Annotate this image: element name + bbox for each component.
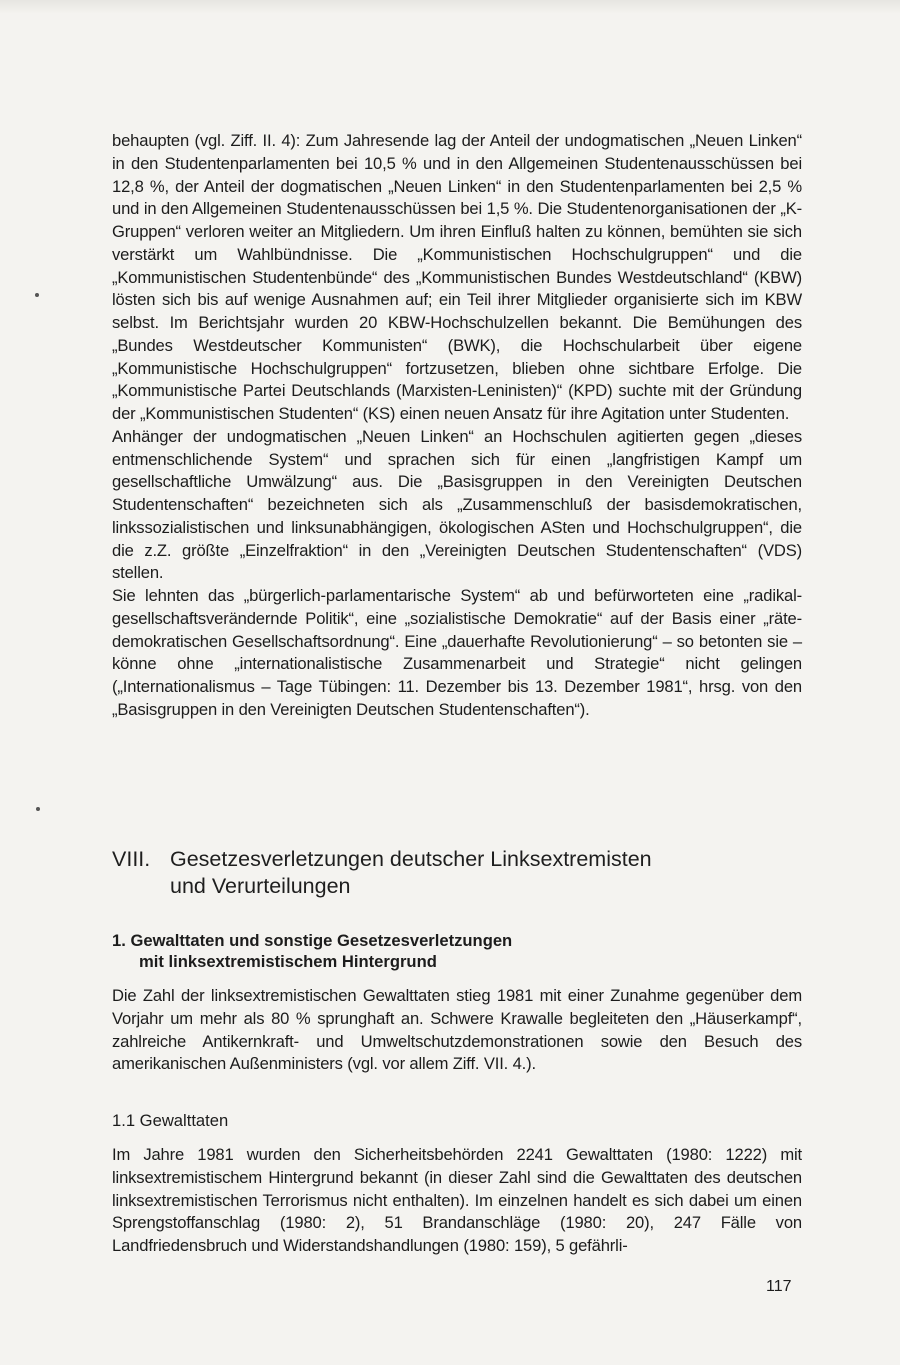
chapter-title-line-2: und Verurteilungen <box>170 874 351 898</box>
scan-speck <box>35 293 39 297</box>
chapter-title-line-1 <box>112 846 802 873</box>
page-number: 117 <box>766 1278 792 1295</box>
section-heading <box>112 930 802 972</box>
chapter-title-1: Gesetzesverletzungen deutscher Linksextremisten <box>170 847 652 871</box>
paragraph-violence-1981: Im Jahre 1981 wurden den Sicherheitsbehörden 2241 Gewalttaten (1980: 1222) mit linksextremistischem Hintergrund bekannt (in dieser Zahl sind die Gewalttaten des deutschen linksextremistischen Terrorismus nicht enthalten). Im einzelnen handelt es sich dabei um einen Sprengstoffanschlag (1980: 2), 51 Brandanschläge (1980: 20), 247 Fälle von Landfriedensbruch und Widerstandshandlungen (1980: 159), 5 gefährli- <box>112 1145 802 1255</box>
paragraph-basisgruppen: Sie lehnten das „bürgerlich-parlamentarische System“ ab und befürworteten eine „radikal-gesellschaftsverändernde Politik“, eine „sozialistische Demokratie“ auf der Basis einer „räte-demokratischen Gesellschaftsordnung“. Eine „dauerhafte Revolutionierung“ – so betonten sie – könne ohne „internationalistische Zusammenarbeit und Strategie“ nicht gelingen („Internationalismus – Tage Tübingen: 11. Dezember bis 13. Dezember 1981“, hrsg. von den „Basisgruppen in den Vereinigten Deutschen Studentenschaften“). <box>112 586 802 719</box>
continued-text-block <box>112 130 802 722</box>
paragraph-k-gruppen: behaupten (vgl. Ziff. II. 4): Zum Jahresende lag der Anteil der undogmatischen „Neuen Linken“ in den Studentenparlamenten bei 10,5 % und in den Allgemeinen Studentenausschüssen bei 12,8 %, der Anteil der dogmatischen „Neuen Linken“ in den Studentenparlamenten bei 2,5 % und in den Allgemeinen Studentenausschüssen bei 1,5 %. Die Studentenorganisationen der „K-Gruppen“ verloren weiter an Mitgliedern. Um ihren Einfluß halten zu können, bemühten sie sich verstärkt um Wahlbündnisse. Die „Kommunistischen Hochschulgruppen“ und die „Kommunistischen Studentenbünde“ des „Kommunistischen Bundes Westdeutschland“ (KBW) lösten sich bis auf wenige Ausnahmen auf; ein Teil ihrer Mitglieder organisierte sich im KBW selbst. Im Berichtsjahr wurden 20 KBW-Hochschulzellen bekannt. Die Bemühungen des „Bundes Westdeutscher Kommunisten“ (BWK), die Hochschularbeit über eigene „Kommunistische Hochschulgruppen“ fortzusetzen, blieben ohne sichtbare Erfolge. Die „Kommunistische Partei Deutschlands (Marxisten-Leninisten)“ (KPD) suchte mit der Gründung der „Kommunistischen Studenten“ (KS) einen neuen Ansatz für ihre Agitation unter Studenten. <box>112 131 802 423</box>
section-heading-line-2: mit linksextremistischem Hintergrund <box>139 952 437 971</box>
chapter-number: VIII. <box>112 847 151 871</box>
subsection-heading: 1.1 Gewalttaten <box>112 1111 229 1130</box>
paragraph-violence-increase: Die Zahl der linksextremistischen Gewalttaten stieg 1981 mit einer Zunahme gegenüber dem Vorjahr um mehr als 80 % sprunghaft an. Schwere Krawalle begleiteten den „Häuserkampf“, zahlreiche Antikernkraft- und Umweltschutzdemonstrationen sowie den Besuch des amerikanischen Außenministers (vgl. vor allem Ziff. VII. 4.). <box>112 986 802 1074</box>
section-heading-line-1: 1. Gewalttaten und sonstige Gesetzesverletzungen <box>112 931 513 950</box>
scan-speck <box>36 807 40 811</box>
paragraph-undogmatic-left: Anhänger der undogmatischen „Neuen Linken“ an Hochschulen agitierten gegen „dieses entmenschlichende System“ und sprachen sich für einen „langfristigen Kampf um gesellschaftliche Umwälzung“ aus. Die „Basisgruppen in den Vereinigten Deutschen Studentenschaften“ bezeichneten sich als „Zusammenschluß der basisdemokratischen, linkssozialistischen und linksunabhängigen, ökologischen ASten und Hochschulgruppen“, die die z.Z. größte „Einzelfraktion“ in den „Vereinigten Deutschen Studentenschaften“ (VDS) stellen. <box>112 426 802 583</box>
chapter-heading <box>112 846 802 900</box>
scan-top-edge <box>0 0 900 14</box>
